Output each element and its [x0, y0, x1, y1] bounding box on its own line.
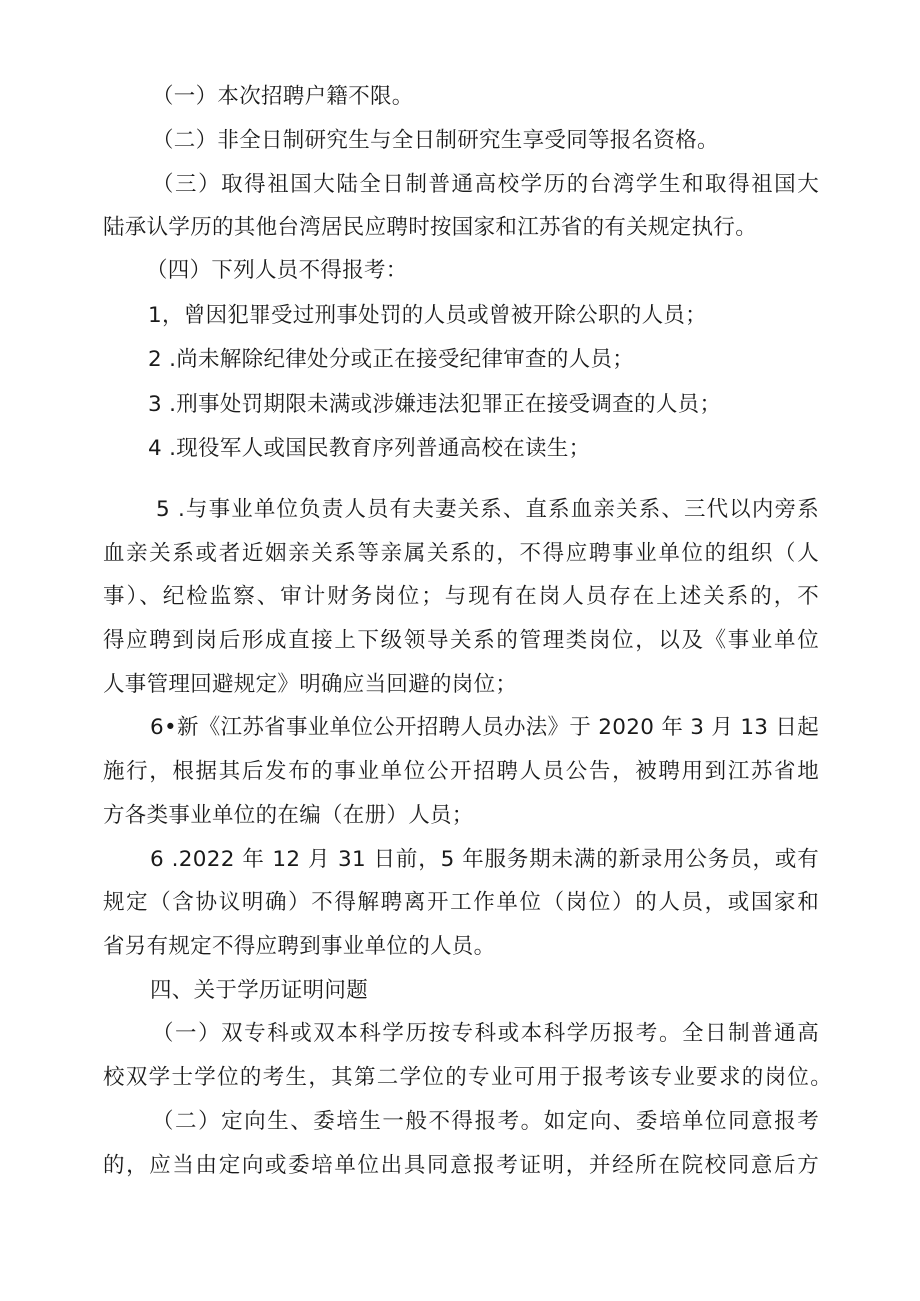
list-item-5-line-4: 得应聘到岗后形成直接上下级领导关系的管理类岗位，以及《事业单位 [103, 628, 819, 653]
list-item-6-line-2: 施行，根据其后发布的事业单位公开招聘人员公告，被聘用到江苏省地 [103, 759, 819, 784]
list-item-2: 2 .尚未解除纪律处分或正在接受纪律审查的人员； [148, 347, 635, 372]
list-item-5-line-3: 事）、纪检监察、审计财务岗位；与现有在岗人员存在上述关系的，不 [103, 584, 819, 609]
para-4-heading: （四）下列人员不得报考： [146, 258, 408, 283]
section-4-para-2-line-1: （二）定向生、委培生一般不得报考。如定向、委培单位同意报考 [152, 1109, 819, 1134]
para-3-line-2: 陆承认学历的其他台湾居民应聘时按国家和江苏省的有关规定执行。 [103, 215, 758, 240]
list-item-5-line-2: 血亲关系或者近姻亲关系等亲属关系的，不得应聘事业单位的组织（人 [103, 541, 819, 566]
list-item-1: 1，曾因犯罪受过刑事处罚的人员或曾被开除公职的人员； [148, 303, 707, 328]
list-item-7-line-3: 省另有规定不得应聘到事业单位的人员。 [103, 934, 496, 959]
list-item-6-line-1: 6•新《江苏省事业单位公开招聘人员办法》于 2020 年 3 月 13 日起 [150, 715, 820, 740]
section-4-para-1-line-1: （一）双专科或双本科学历按专科或本科学历报考。全日制普通高 [152, 1021, 819, 1046]
list-item-6-line-3: 方各类事业单位的在编（在册）人员； [103, 803, 474, 828]
para-1-line: （一）本次招聘户籍不限。 [152, 84, 414, 109]
list-item-5-line-1: 5 .与事业单位负责人员有夫妻关系、直系血亲关系、三代以内旁系 [156, 497, 819, 522]
section-4-para-1-line-2: 校双学士学位的考生，其第二学位的专业可用于报考该专业要求的岗位。 [103, 1065, 832, 1090]
list-item-5-line-5: 人事管理回避规定》明确应当回避的岗位； [103, 672, 518, 697]
list-item-4: 4 .现役军人或国民教育序列普通高校在读生； [148, 436, 591, 461]
para-3-line-1: （三）取得祖国大陆全日制普通高校学历的台湾学生和取得祖国大 [152, 172, 819, 197]
para-2-line: （二）非全日制研究生与全日制研究生享受同等报名资格。 [152, 128, 719, 153]
list-item-3: 3 .刑事处罚期限未满或涉嫌违法犯罪正在接受调查的人员； [148, 392, 722, 417]
list-item-7-line-2: 规定（含协议明确）不得解聘离开工作单位（岗位）的人员，或国家和 [103, 890, 819, 915]
section-4-para-2-line-2: 的，应当由定向或委培单位出具同意报考证明，并经所在院校同意后方 [103, 1153, 819, 1178]
list-item-7-line-1: 6 .2022 年 12 月 31 日前，5 年服务期未满的新录用公务员，或有 [150, 847, 819, 872]
section-4-heading: 四、关于学历证明问题 [150, 978, 369, 1003]
